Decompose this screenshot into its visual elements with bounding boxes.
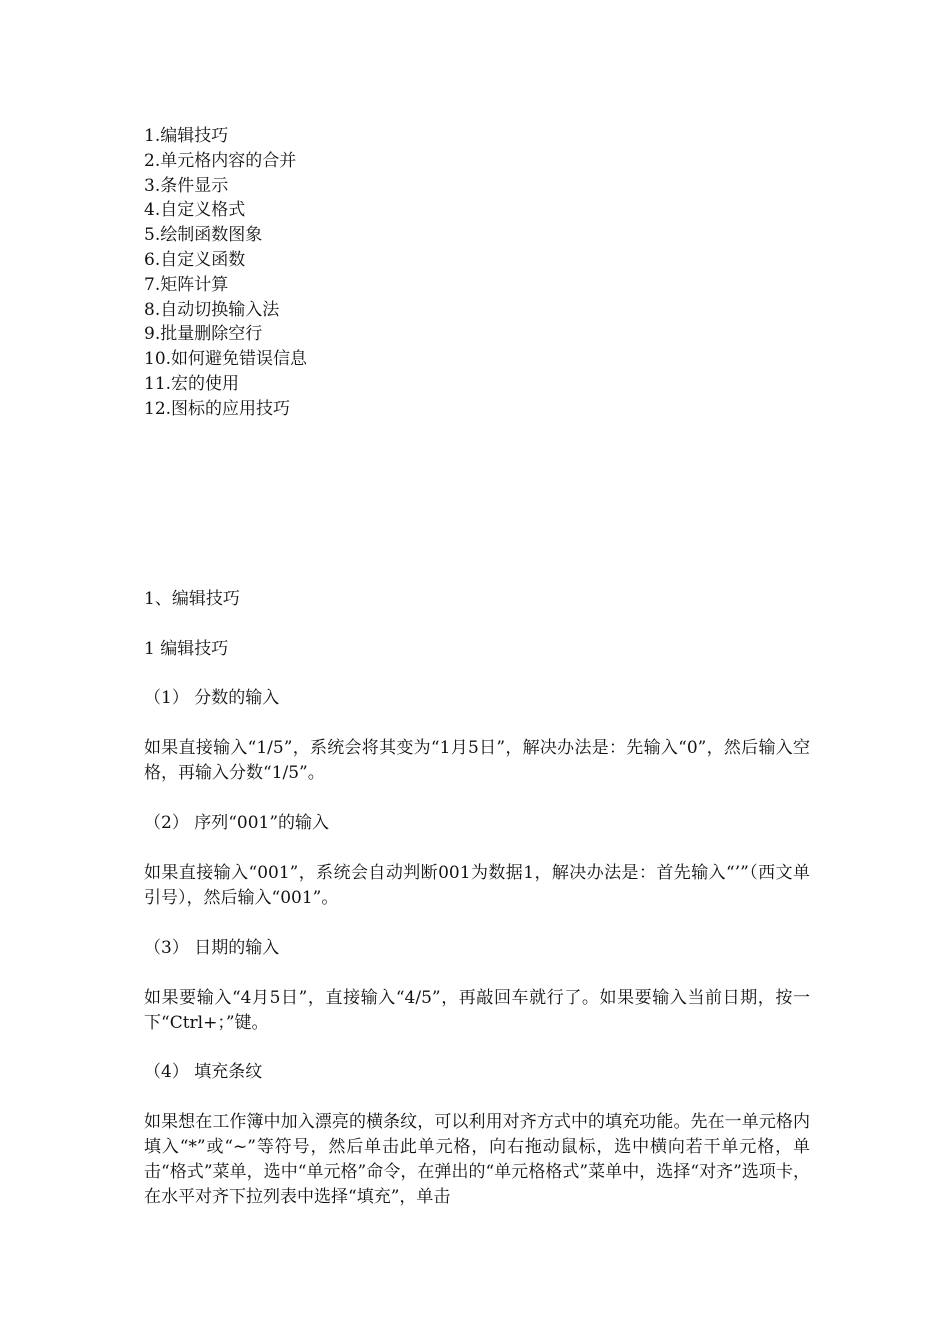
section-title: 1、编辑技巧	[144, 589, 240, 609]
item-heading-fraction: （1） 分数的输入	[144, 688, 280, 708]
item-text-fraction: 如果直接输入“1/5”，系统会将其变为“1月5日”，解决办法是：先输入“0”，然后输入空格，再输入分数“1/5”。	[144, 738, 810, 783]
item-text-date: 如果要输入“4月5日”，直接输入“4/5”，再敲回车就行了。如果要输入当前日期，按一下“Ctrl+；”键。	[144, 988, 810, 1033]
toc-item: 10.如何避免错误信息	[144, 349, 308, 370]
table-of-contents	[144, 124, 844, 422]
toc-item: 7.矩阵计算	[144, 274, 229, 295]
item-heading-date: （3） 日期的输入	[144, 938, 280, 958]
toc-item: 1.编辑技巧	[144, 126, 229, 146]
item-heading-sequence: （2） 序列“001”的输入	[144, 813, 330, 833]
toc-item: 11.宏的使用	[144, 373, 240, 394]
toc-item: 9.批量删除空行	[144, 324, 263, 345]
item-text-stripes: 如果想在工作簿中加入漂亮的横条纹，可以利用对齐方式中的填充功能。先在一单元格内填入“*”或“~”等符号，然后单击此单元格，向右拖动鼠标，选中横向若干单元格，单击“格式”菜单，选中“单元格”命令，在弹出的“单元格格式”菜单中，选择“对齐”选项卡，在水平对齐下拉列表中选择“填充”，单击	[144, 1112, 810, 1207]
toc-item: 12.图标的应用技巧	[144, 398, 291, 419]
item-heading-stripes: （4） 填充条纹	[144, 1062, 263, 1082]
toc-item: 6.自定义函数	[144, 249, 246, 270]
toc-item: 4.自定义格式	[144, 200, 246, 221]
toc-item: 8.自动切换输入法	[144, 299, 280, 320]
toc-item: 5.绘制函数图象	[144, 225, 263, 246]
toc-item: 3.条件显示	[144, 175, 229, 196]
toc-item: 2.单元格内容的合并	[144, 150, 297, 171]
item-text-sequence: 如果直接输入“001”，系统会自动判断001为数据1，解决办法是：首先输入“’”（西文单引号），然后输入“001”。	[144, 863, 810, 908]
section-subtitle: 1 编辑技巧	[144, 639, 229, 659]
